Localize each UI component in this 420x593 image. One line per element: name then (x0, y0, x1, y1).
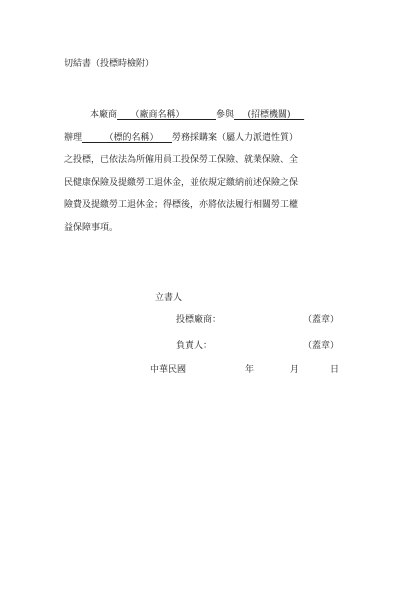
paragraph-line-1 (64, 104, 364, 127)
agency-name-blank: ___(招標機關)___ (234, 110, 305, 120)
text-procurement-type: 勞務採購案（屬人力派遣性質） (172, 132, 299, 143)
vendor-name-blank: ___（廠商名稱）_______ (117, 110, 217, 120)
date-year: 年 (245, 365, 255, 375)
date-day: 日 (330, 365, 340, 375)
document-title: 切結書（投標時檢附） (64, 59, 155, 69)
declaration-paragraph (64, 104, 364, 239)
paragraph-line-3: 之投標，已依法為所僱用員工投保勞工保險、就業保險、全 (64, 155, 299, 165)
bidder-seal: （蓋章） (303, 315, 340, 325)
subject-name-blank: _____（標的名稱）___ (82, 132, 173, 143)
owner-label: 負責人： (176, 341, 213, 351)
text-participate: 參與 (216, 110, 235, 120)
date-month: 月 (290, 365, 300, 375)
signatory-label: 立書人 (155, 293, 183, 303)
text-handle: 辦理 (64, 132, 83, 143)
paragraph-line-4: 民健康保險及提繳勞工退休金，並依規定繳納前述保險之保 (64, 177, 299, 188)
owner-seal: （蓋章） (303, 341, 340, 351)
paragraph-line-5: 險費及提繳勞工退休金；得標後，亦將依法履行相關勞工權 (64, 200, 299, 210)
date-era: 中華民國 (150, 365, 187, 375)
bidder-label: 投標廠商： (176, 315, 222, 325)
text-vendor-prefix: 本廠商 (90, 110, 118, 120)
paragraph-line-6: 益保障事項。 (64, 222, 119, 233)
paragraph-line-2 (64, 127, 364, 150)
